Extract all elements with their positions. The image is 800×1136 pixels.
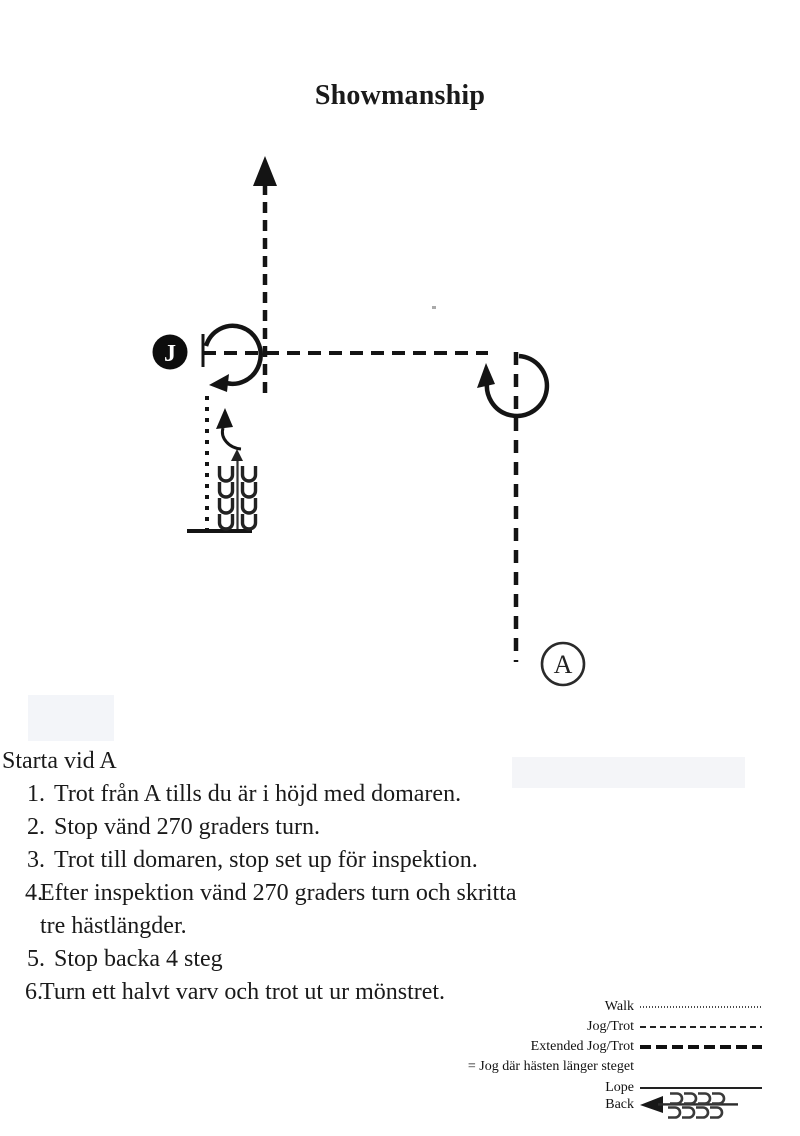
walk-line-sample: [640, 1006, 762, 1008]
exit-arrow-icon: [253, 156, 277, 186]
scan-speck: [432, 306, 436, 309]
item-number: 2.: [27, 814, 45, 840]
item-text: Turn ett halvt varv och trot ut ur mönstret.: [40, 979, 446, 1005]
instruction-item-4-cont: [0, 910, 640, 943]
legend-row-extended-note: [0, 1057, 762, 1077]
instruction-item-1: [0, 778, 640, 811]
start-marker-label: A: [553, 650, 573, 679]
legend-label: Walk: [604, 999, 634, 1014]
instructions-start: Starta vid A: [2, 748, 117, 774]
item-text: tre hästlängder.: [40, 913, 187, 939]
item-number: 5.: [27, 946, 45, 972]
instruction-item-2: [0, 811, 640, 844]
page-title: Showmanship: [314, 80, 486, 111]
legend-row-back: [0, 1095, 762, 1115]
instruction-item-6: [0, 976, 640, 1009]
item-text: Trot till domaren, stop set up för inspektion.: [54, 847, 478, 873]
jog-trot-line-sample: [640, 1026, 762, 1028]
legend-row-lope: [0, 1078, 762, 1098]
legend-row-extended-jog-trot: [0, 1037, 762, 1057]
back-hoofprints-icon: [640, 1090, 762, 1120]
half-turn-arrow-curve: [222, 428, 241, 449]
item-text: Stop vänd 270 graders turn.: [54, 814, 320, 840]
extended-jog-trot-line-sample: [640, 1045, 762, 1049]
half-turn-arrowhead-icon: [216, 408, 233, 429]
backup-arrowhead-icon: [231, 449, 243, 461]
back-arrow-icon: [640, 1096, 663, 1113]
legend-spacer: [640, 1067, 762, 1068]
back-symbol: [640, 1090, 762, 1120]
item-text: Trot från A tills du är i höjd med domaren.: [54, 781, 462, 807]
lope-line-sample: [640, 1087, 762, 1089]
item-number: 6.: [25, 979, 43, 1005]
legend-label: Extended Jog/Trot: [530, 1039, 634, 1054]
turn-arrowhead-left-icon: [209, 374, 229, 392]
instructions-list: [0, 745, 640, 1009]
legend-label: Back: [605, 1097, 634, 1112]
item-text: Efter inspektion vänd 270 graders turn och skritta: [40, 880, 517, 906]
instruction-item-5: [0, 943, 640, 976]
turn-arrowhead-right-icon: [477, 363, 495, 388]
instruction-item-4: [0, 877, 640, 910]
legend-label: Lope: [605, 1080, 634, 1095]
item-number: 1.: [27, 781, 45, 807]
instruction-item-3: [0, 844, 640, 877]
legend-label: = Jog där hästen länger steget: [467, 1059, 634, 1074]
judge-marker-label: J: [164, 341, 176, 367]
item-number: 4.: [25, 880, 43, 906]
legend-row-jog-trot: [0, 1017, 762, 1037]
item-text: Stop backa 4 steg: [54, 946, 223, 972]
legend-label: Jog/Trot: [587, 1019, 634, 1034]
item-number: 3.: [27, 847, 45, 873]
